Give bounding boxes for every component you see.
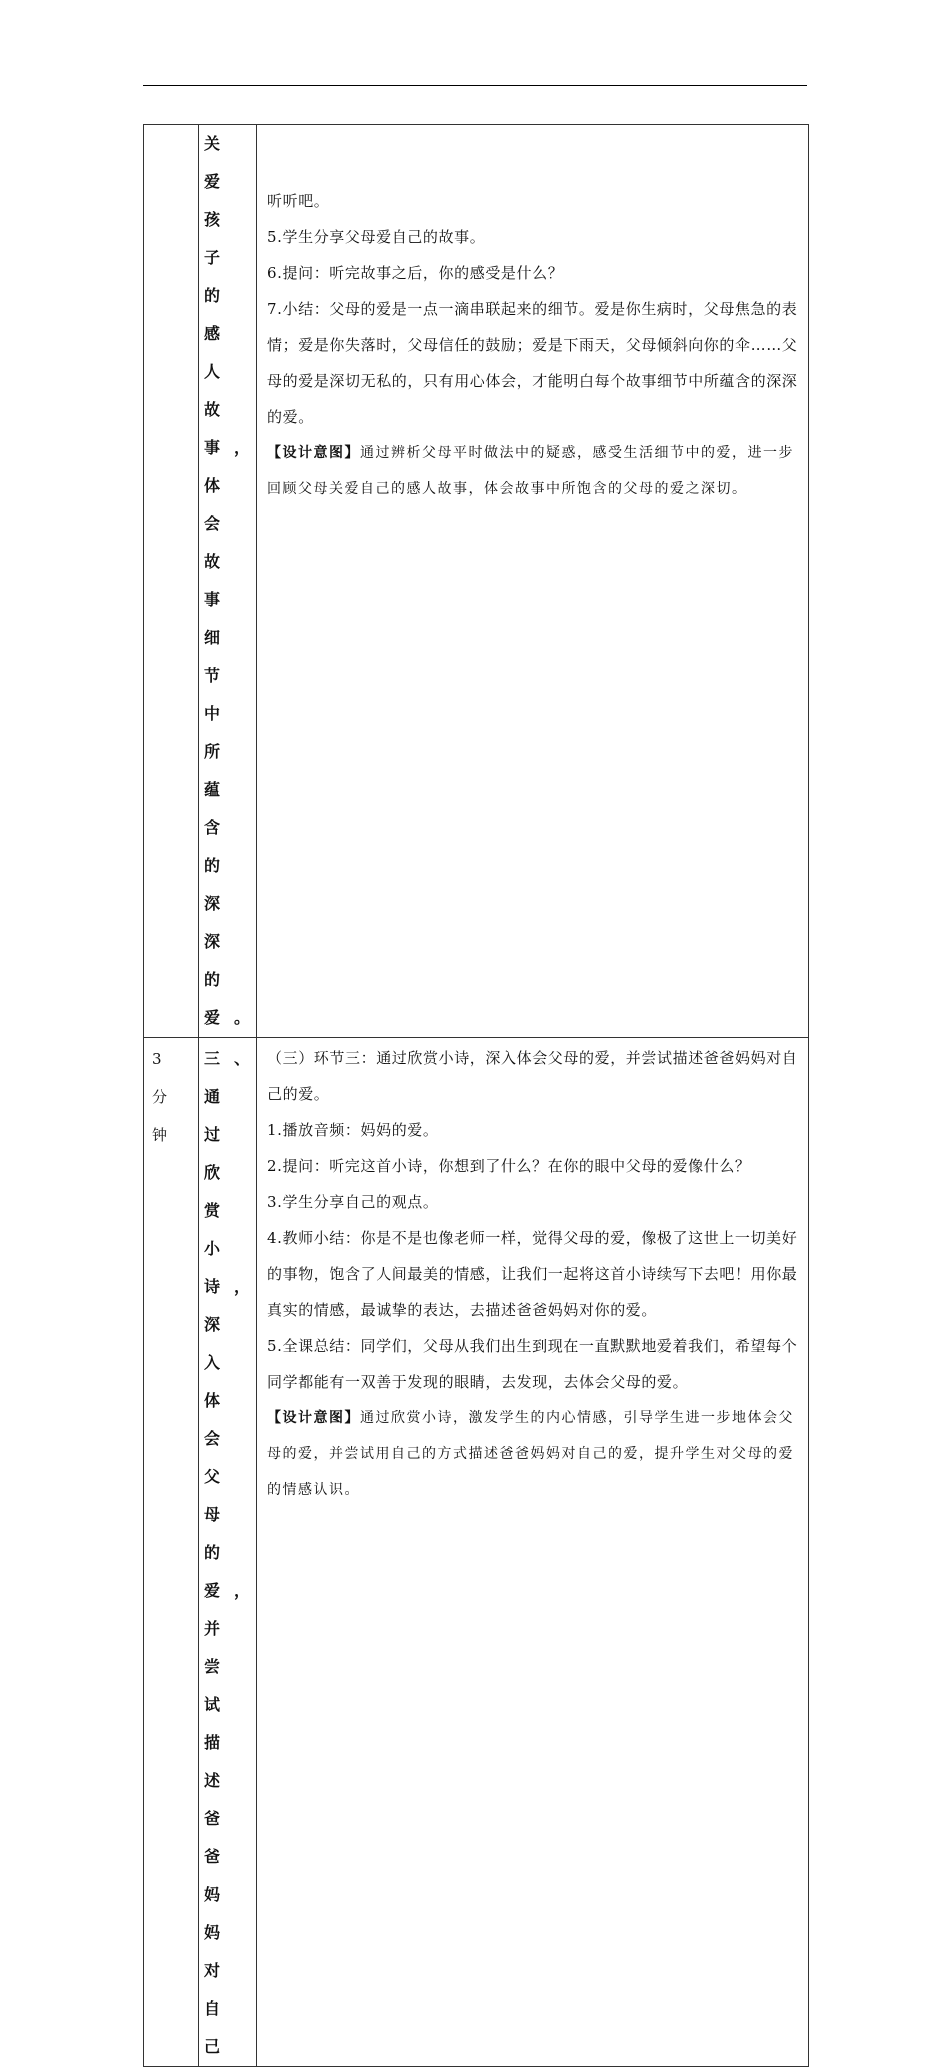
content-paragraph: 3.学生分享自己的观点。 bbox=[267, 1193, 439, 1211]
content-cell bbox=[257, 1038, 809, 2067]
design-intent-text: 通过欣赏小诗，激发学生的内心情感，引导学生进一步地体会父母的爱，并尝试用自己的方式描述爸爸妈妈对自己的爱，提升学生对父母的爱的情感认识。 bbox=[267, 1410, 794, 1498]
design-intent bbox=[267, 435, 800, 507]
stage-cell: 关爱孩子的感人故事，体会故事细节中所蕴含的深深的爱。 bbox=[199, 125, 257, 1038]
content-paragraph: （三）环节三：通过欣赏小诗，深入体会父母的爱，并尝试描述爸爸妈妈对自己的爱。 bbox=[267, 1049, 798, 1103]
table-row bbox=[144, 125, 809, 1038]
stage-cell: 三、通过欣赏小诗，深入体会父母的爱，并尝试描述爸爸妈妈对自己 bbox=[199, 1038, 257, 2067]
time-cell bbox=[144, 125, 199, 1038]
time-cell: 3分钟 bbox=[144, 1038, 199, 2067]
design-intent bbox=[267, 1400, 800, 1508]
design-intent-label: 【设计意图】 bbox=[267, 445, 360, 461]
content-paragraph: 6.提问：听完故事之后，你的感受是什么？ bbox=[267, 264, 564, 282]
content-paragraph: 7.小结：父母的爱是一点一滴串联起来的细节。爱是你生病时，父母焦急的表情；爱是你失落时，父母信任的鼓励；爱是下雨天，父母倾斜向你的伞……父母的爱是深切无私的，只有用心体会，才能明白每个故事细节中所蕴含的深深的爱。 bbox=[267, 300, 798, 426]
content-paragraph: 5.学生分享父母爱自己的故事。 bbox=[267, 228, 486, 246]
content-paragraph: 1.播放音频：妈妈的爱。 bbox=[267, 1121, 439, 1139]
content-paragraph: 5.全课总结：同学们，父母从我们出生到现在一直默默地爱着我们，希望每个同学都能有一双善于发现的眼睛，去发现，去体会父母的爱。 bbox=[267, 1337, 798, 1391]
table-row bbox=[144, 1038, 809, 2067]
content-cell bbox=[257, 125, 809, 1038]
content-paragraph: 听听吧。 bbox=[267, 192, 330, 210]
design-intent-text: 通过辨析父母平时做法中的疑惑，感受生活细节中的爱，进一步回顾父母关爱自己的感人故事，体会故事中所饱含的父母的爱之深切。 bbox=[267, 445, 794, 497]
header-rule bbox=[143, 85, 807, 86]
content-paragraph: 2.提问：听完这首小诗，你想到了什么？在你的眼中父母的爱像什么？ bbox=[267, 1157, 751, 1175]
design-intent-label: 【设计意图】 bbox=[267, 1410, 360, 1426]
lesson-plan-table bbox=[143, 124, 809, 2067]
content-paragraph: 4.教师小结：你是不是也像老师一样，觉得父母的爱，像极了这世上一切美好的事物，饱含了人间最美的情感，让我们一起将这首小诗续写下去吧！用你最真实的情感，最诚挚的表达，去描述爸爸妈妈对你的爱。 bbox=[267, 1229, 798, 1319]
